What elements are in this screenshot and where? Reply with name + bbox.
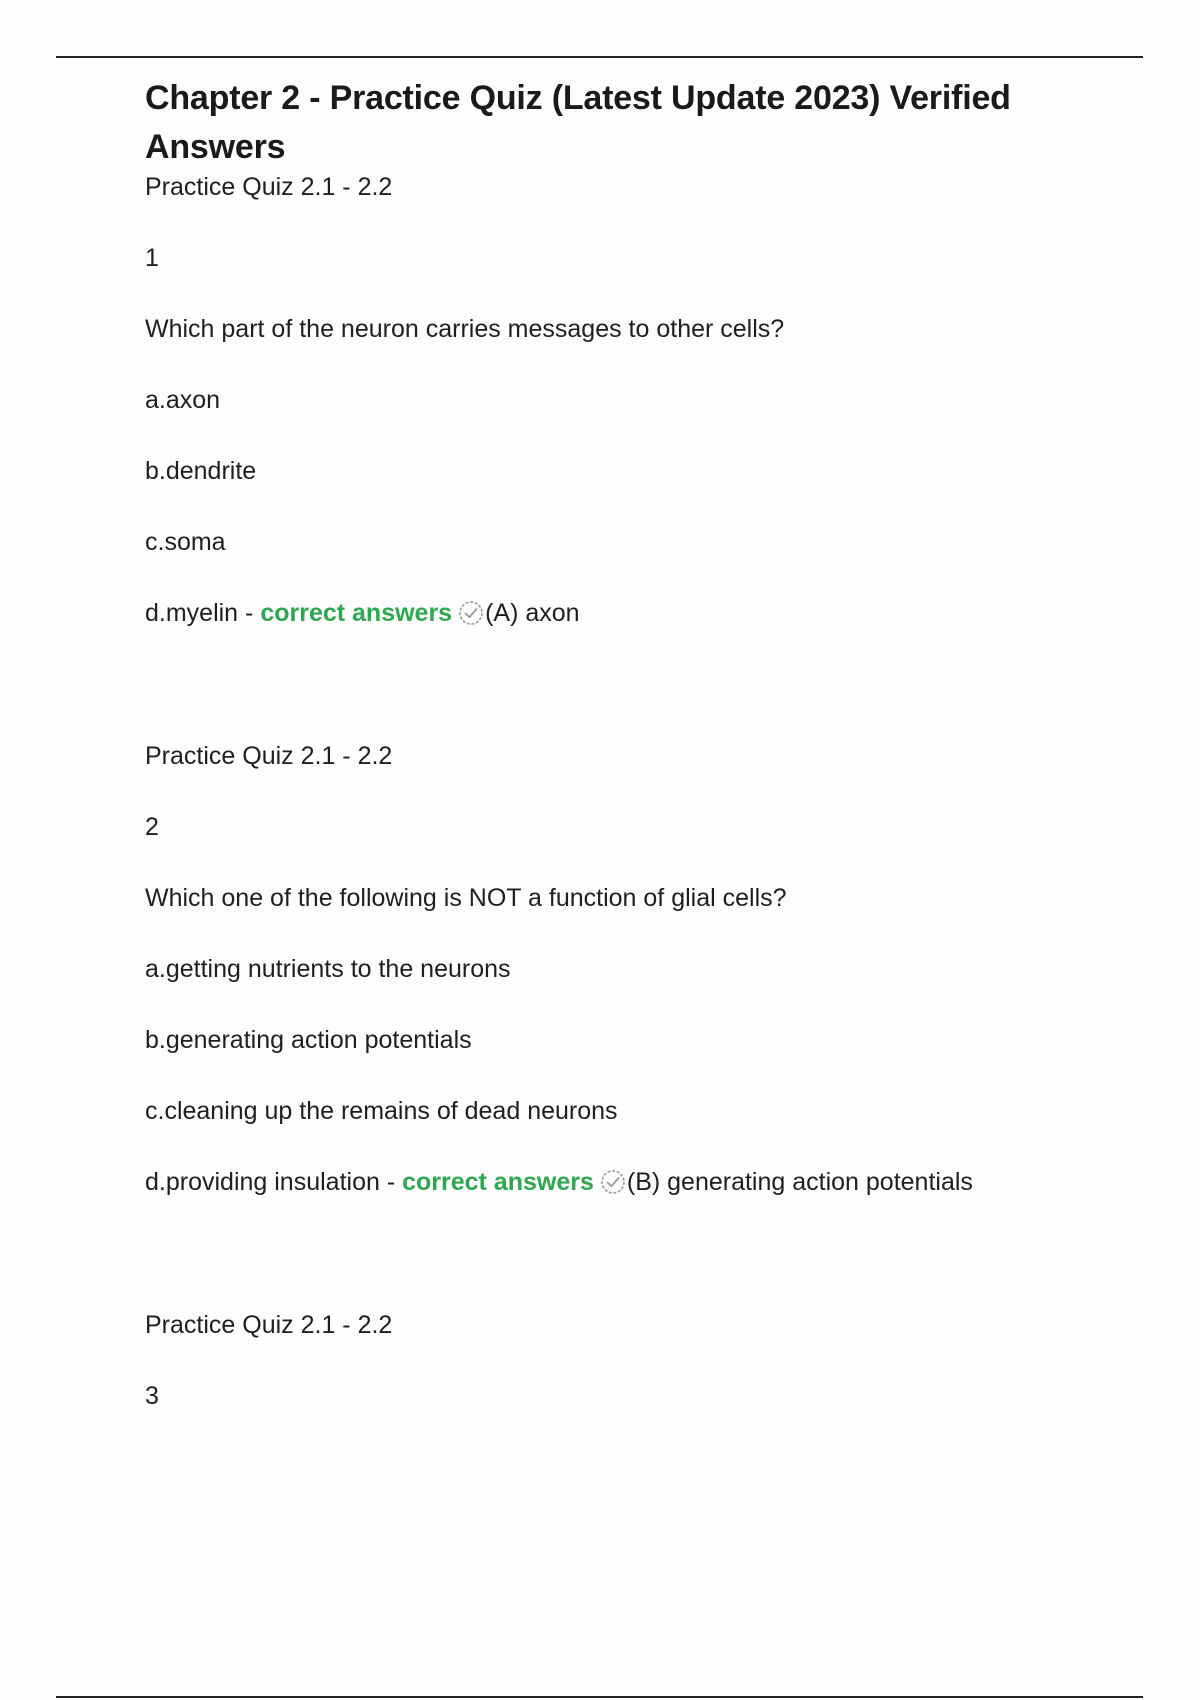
document-body [145, 74, 1105, 1411]
answer-text: (A) axon [485, 599, 580, 627]
check-circle-icon [600, 1169, 626, 1195]
quiz-section-label: Practice Quiz 2.1 - 2.2 [145, 1311, 393, 1339]
question-text: Which part of the neuron carries messages to other cells? [145, 315, 785, 343]
option-b: b.generating action potentials [145, 1026, 472, 1054]
option-d: d.myelin - [145, 599, 261, 627]
question-number: 2 [145, 813, 159, 841]
option-a: a.axon [145, 386, 221, 414]
question-number: 1 [145, 244, 159, 272]
option-d: d.providing insulation - [145, 1168, 403, 1196]
correct-answers-label: correct answers [260, 599, 453, 627]
option-c: c.soma [145, 528, 226, 556]
top-rule [56, 56, 1143, 58]
check-circle-icon [458, 600, 484, 626]
answer-text: (B) generating action potentials [626, 1168, 973, 1196]
option-c: c.cleaning up the remains of dead neurons [145, 1097, 618, 1125]
quiz-section-label: Practice Quiz 2.1 - 2.2 [145, 173, 393, 201]
option-d-with-answer [145, 1167, 1105, 1197]
question-text: Which one of the following is NOT a function of glial cells? [145, 884, 787, 912]
quiz-section-label: Practice Quiz 2.1 - 2.2 [145, 742, 393, 770]
option-a: a.getting nutrients to the neurons [145, 955, 511, 983]
bottom-rule [56, 1696, 1143, 1698]
correct-answers-label: correct answers [402, 1168, 594, 1196]
option-d-with-answer [145, 598, 1105, 628]
page-title: Chapter 2 - Practice Quiz (Latest Update 2023) Verified Answers [145, 79, 1011, 166]
option-b: b.dendrite [145, 457, 257, 485]
question-number: 3 [145, 1382, 159, 1410]
